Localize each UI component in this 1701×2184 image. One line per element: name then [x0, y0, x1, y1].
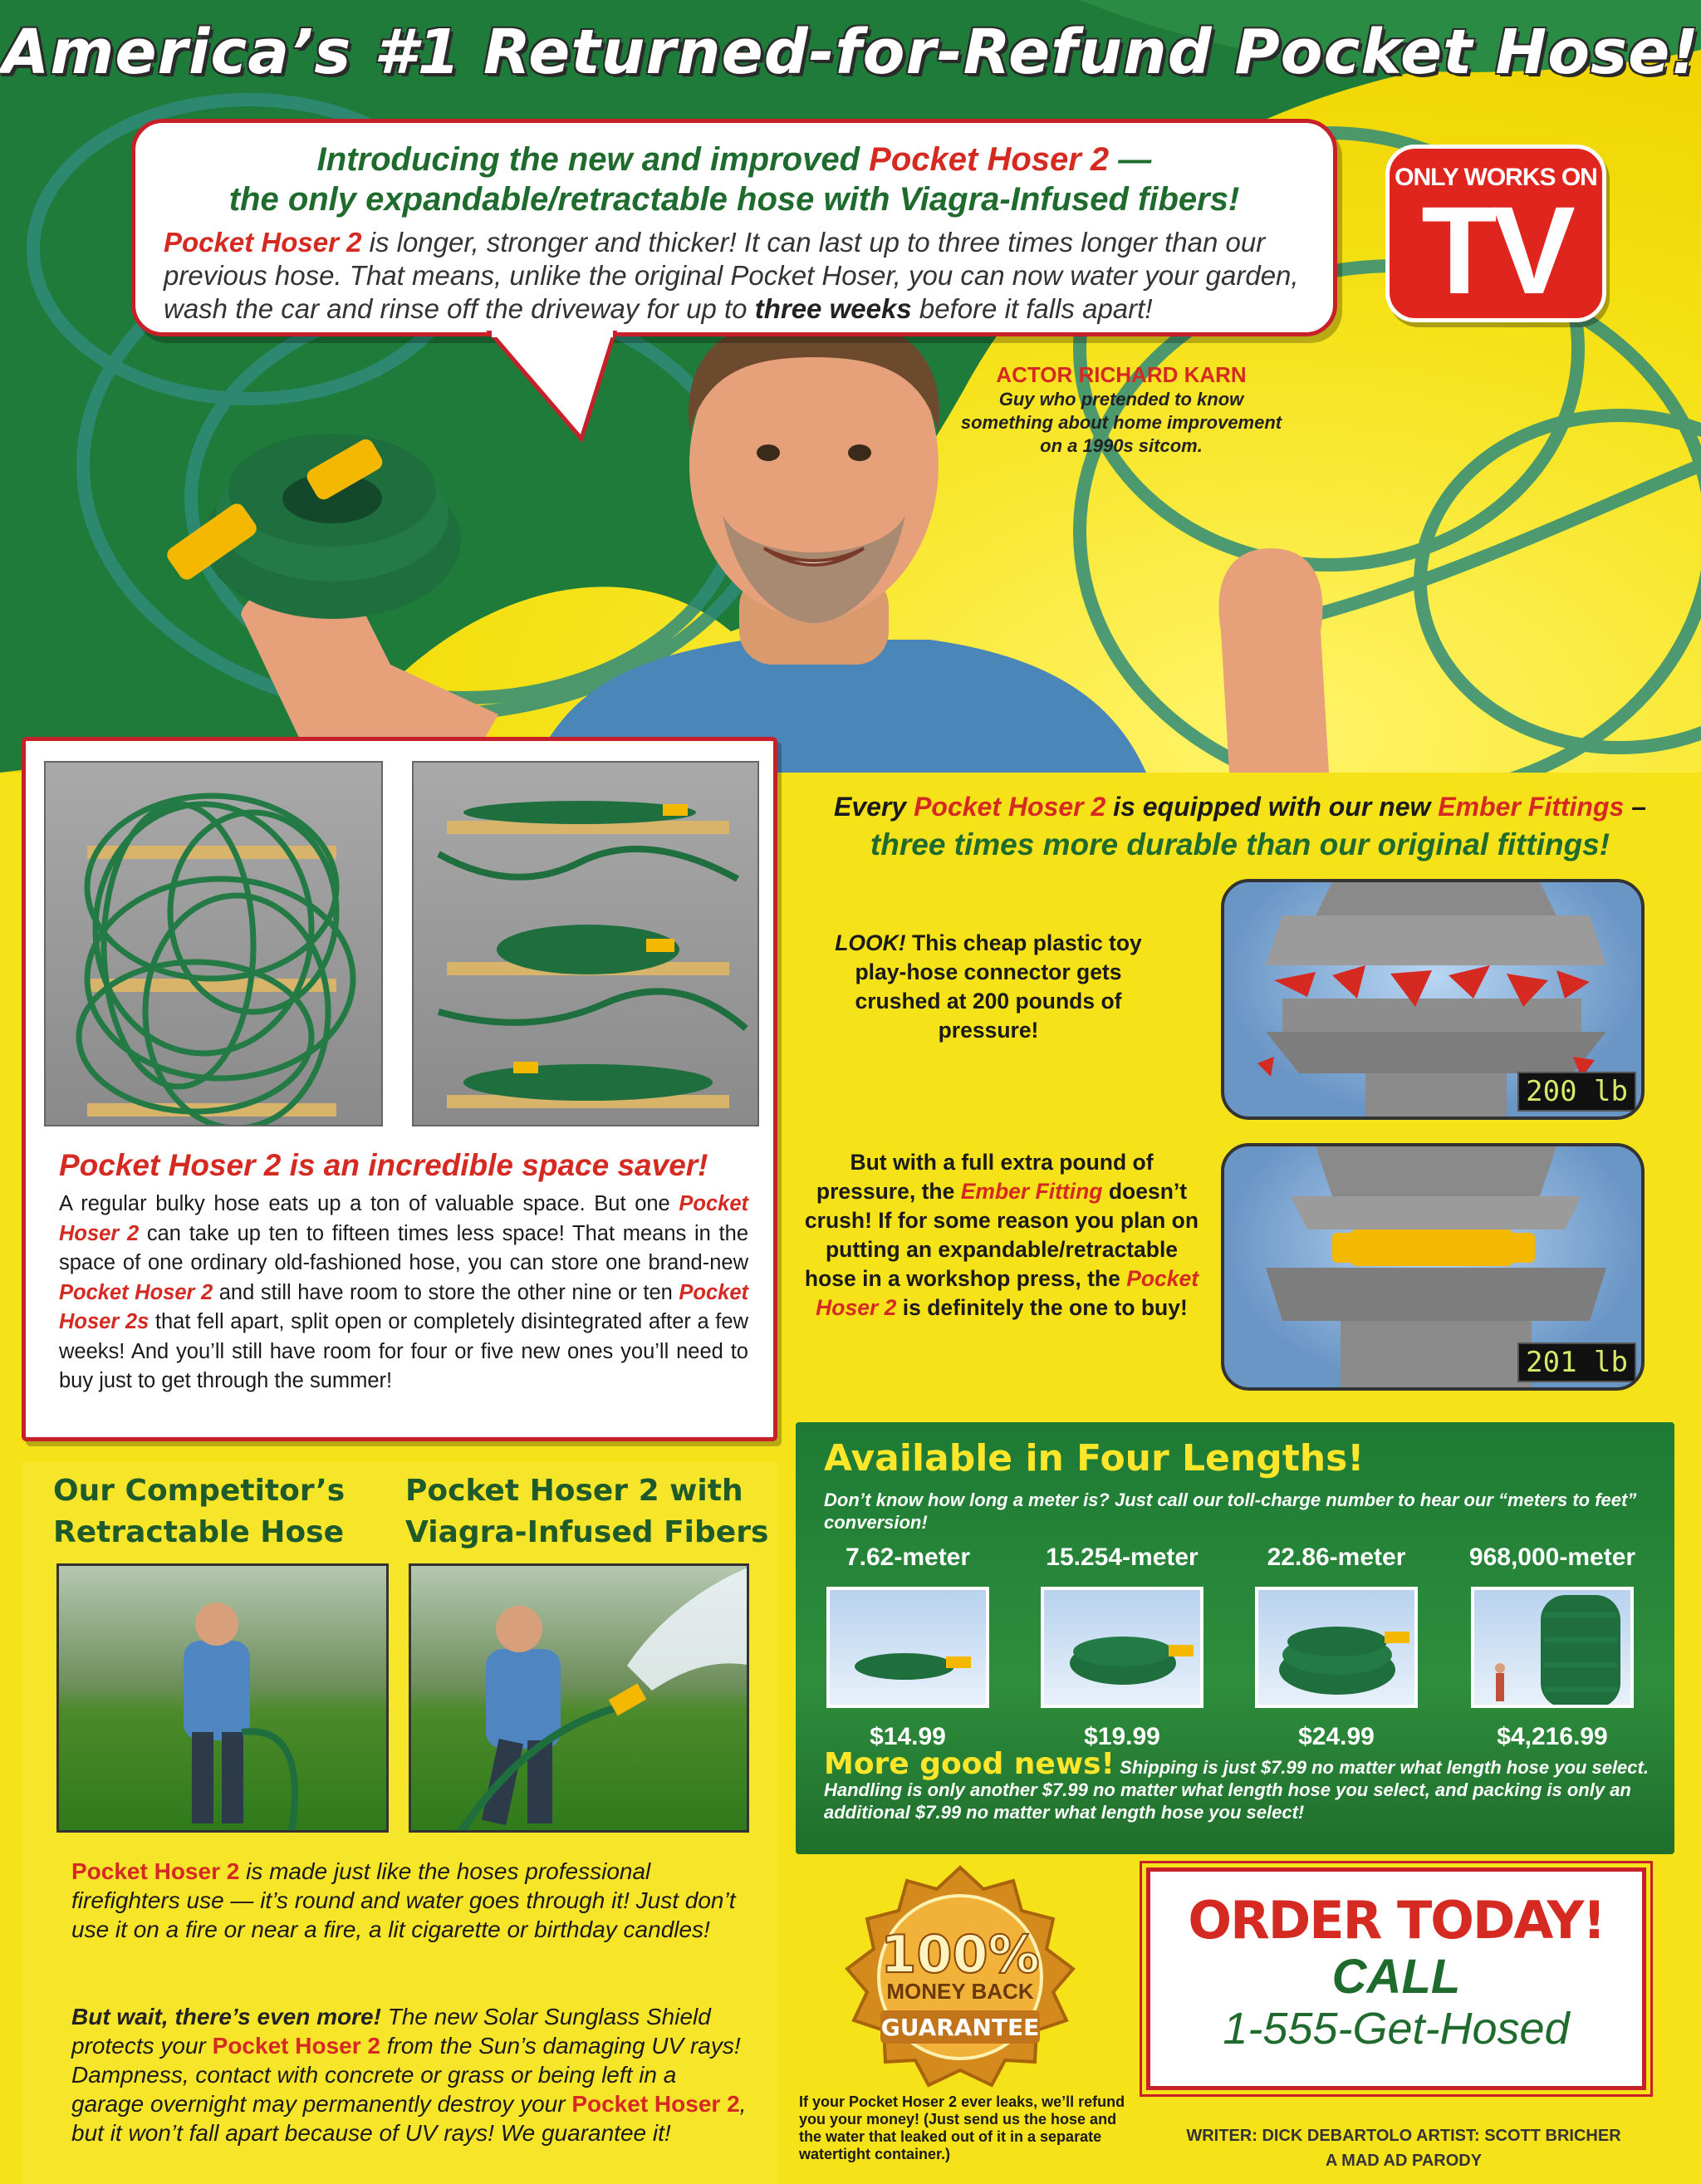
firefighter-body: is made just like the hoses professional firefighters use — it’s round and water goes through it! Just don’t use it on a fire or near a fire, a lit cigarette or birthday candles!	[71, 1858, 736, 1942]
length-option-name: 7.62-meter	[845, 1544, 971, 1571]
fittings-title-mid: is equipped with our new	[1105, 792, 1439, 822]
more-good-news	[824, 1747, 1654, 1823]
ember-product-name: Pocket Hoser 2	[816, 1266, 1199, 1320]
lengths-subtitle: Don’t know how long a meter is? Just call our toll-charge number to hear our “meters to feet” conversion!	[824, 1490, 1637, 1533]
messy-hose-shelf-photo	[44, 761, 383, 1126]
space-product-3: Pocket Hoser 2s	[59, 1280, 748, 1333]
order-today-heading: ORDER TODAY!	[1188, 1890, 1605, 1951]
competitor-heading	[53, 1470, 345, 1553]
firefighter-product: Pocket Hoser 2	[71, 1858, 240, 1884]
actor-name: ACTOR RICHARD KARN	[996, 362, 1247, 387]
lengths-title: Available in Four Lengths!	[824, 1437, 1365, 1480]
pocket-hoser-heading-1: Pocket Hoser 2 with	[405, 1474, 743, 1508]
bubble-body	[164, 226, 1305, 326]
competitor-hose-photo	[56, 1563, 389, 1833]
hero-section	[0, 0, 1701, 773]
order-box[interactable]	[1146, 1867, 1646, 2090]
length-option-name: 22.86-meter	[1267, 1544, 1406, 1571]
hose-size-large-image	[1255, 1587, 1418, 1708]
order-phone-number[interactable]: 1-555-Get-Hosed	[1223, 2004, 1570, 2054]
hose-size-medium-image	[1041, 1587, 1203, 1708]
lengths-box	[796, 1422, 1674, 1854]
bubble-body-end: before it falls apart!	[911, 293, 1153, 324]
ember-text-2: doesn’t crush! If for some reason you plan on putting an expandable/retractable hose in a workshop press, the	[804, 1179, 1199, 1291]
headline: America’s #1 Returned-for-Refund Pocket Hose!	[1, 17, 1700, 88]
guarantee-text: If your Pocket Hoser 2 ever leaks, we’ll refund you your money! (Just send us the hose and the water that leaked out of it in a separate watertight container.)	[799, 2093, 1125, 2162]
tv-badge-big: TV	[1421, 180, 1571, 320]
length-option-price: $4,216.99	[1497, 1723, 1608, 1750]
hose-size-small-image	[826, 1587, 989, 1708]
space-text-3: and still have room to store the other nine or ten	[213, 1280, 679, 1304]
guarantee-percent: 100%	[880, 1924, 1040, 1985]
bubble-body-emphasis: three weeks	[754, 293, 912, 324]
credits-writer-artist: WRITER: DICK DEBARTOLO ARTIST: SCOTT BRICHER	[1186, 2127, 1621, 2145]
space-text-2: can take up ten to fifteen times less space! That means in the space of one ordinary old-fashioned hose, you can store one brand-new	[59, 1221, 748, 1274]
length-option-968000[interactable]	[1449, 1544, 1656, 1751]
space-saver-text	[59, 1190, 748, 1396]
only-works-on-tv-badge	[1385, 145, 1606, 322]
space-saver-title: Pocket Hoser 2 is an incredible space saver!	[59, 1148, 708, 1182]
shield-text-3: , but it won’t fall apart because of UV rays! We guarantee it!	[71, 2091, 747, 2146]
actor-right-hand	[1219, 548, 1330, 773]
wait-more-lead: But wait, there’s even more!	[71, 2004, 381, 2029]
bubble-intro-line2: the only expandable/retractable hose with Viagra-Infused fibers!	[228, 181, 1240, 218]
space-text-4: that fell apart, split open or completely disintegrated after a few weeks! And you’ll still have room for four or five new ones you’ll need to buy just to get through the summer!	[59, 1310, 748, 1392]
fittings-title	[796, 788, 1684, 864]
comparison-section	[22, 1462, 777, 2184]
space-product-1: Pocket Hoser 2	[59, 1192, 748, 1245]
length-option-price: $14.99	[870, 1723, 946, 1750]
pocket-hoser-heading	[405, 1470, 768, 1553]
credits-parody-label: A MAD AD PARODY	[1325, 2152, 1483, 2170]
space-saver-box	[22, 737, 777, 1441]
bubble-dash: —	[1109, 141, 1152, 178]
bubble-body-text: is longer, stronger and thicker! It can last up to three times longer than our previous hose. That means, unlike the original Pocket Hoser, you can now water your garden, wash the car and rinse off the driveway for up to	[164, 227, 1299, 324]
guarantee-word: GUARANTEE	[880, 2014, 1040, 2041]
look-text: This cheap plastic toy play-hose connector gets crushed at 200 pounds of pressure!	[855, 930, 1142, 1043]
ember-text-1: But with a full extra pound of pressure, the	[816, 1150, 1154, 1204]
speech-bubble	[131, 119, 1337, 336]
shield-text-1: The new Solar Sunglass Shield protects your	[71, 2004, 711, 2059]
look-label: LOOK!	[835, 930, 906, 955]
firefighter-text	[71, 1857, 752, 1944]
space-text-1: A regular bulky hose eats up a ton of valuable space. But one	[59, 1192, 679, 1215]
length-option-name: 15.254-meter	[1046, 1544, 1199, 1571]
bubble-body-product: Pocket Hoser 2	[164, 227, 362, 258]
bubble-product-name: Pocket Hoser 2	[869, 141, 1110, 178]
competitor-heading-2: Retractable Hose	[53, 1515, 344, 1549]
order-call-label: CALL	[1331, 1950, 1461, 2004]
fittings-title-product: Pocket Hoser 2	[914, 792, 1106, 822]
length-option-7-62[interactable]	[804, 1544, 1012, 1751]
press-crushed-photo	[1221, 879, 1645, 1120]
cheap-connector-text	[831, 929, 1146, 1045]
pressure-readout-200: 200 lb	[1517, 1072, 1636, 1112]
hose-size-giant-image	[1471, 1587, 1634, 1708]
shield-product-2: Pocket Hoser 2	[571, 2091, 740, 2117]
pressure-readout-201: 201 lb	[1517, 1342, 1636, 1382]
hero-background	[0, 0, 1701, 773]
credits	[1138, 2123, 1669, 2173]
length-option-price: $24.99	[1298, 1723, 1375, 1750]
speech-bubble-tail	[482, 331, 623, 447]
press-intact-photo	[1221, 1143, 1645, 1391]
compact-hose-shelf-photo	[412, 761, 759, 1126]
fittings-title-line2: three times more durable than our original fittings!	[870, 827, 1610, 861]
ember-fitting-name: Ember Fitting	[960, 1179, 1103, 1204]
length-option-name: 968,000-meter	[1468, 1544, 1636, 1571]
guarantee-money-back: MONEY BACK	[886, 1979, 1034, 2004]
fittings-title-ember: Ember Fittings	[1438, 792, 1625, 822]
pocket-hoser-heading-2: Viagra-Infused Fibers	[405, 1515, 769, 1549]
length-option-22-86[interactable]	[1233, 1544, 1440, 1751]
shield-text-2: from the Sun’s damaging UV rays! Dampness, contact with concrete or grass or being left in a garage overnight may permanently destroy your	[71, 2033, 741, 2117]
pocket-hoser-photo	[409, 1563, 749, 1833]
ember-text-3: is definitely the one to buy!	[896, 1295, 1188, 1320]
length-option-15-254[interactable]	[1018, 1544, 1226, 1751]
sunglass-shield-text	[71, 2002, 752, 2147]
shield-product-1: Pocket Hoser 2	[212, 2033, 380, 2059]
bubble-intro-text: Introducing the new and improved	[316, 141, 860, 178]
actor-caption	[959, 362, 1283, 458]
money-back-guarantee-seal	[836, 1864, 1085, 2088]
more-good-news-text: Shipping is just $7.99 no matter what length hose you select. Handling is only another $7.99 no matter what length hose you select, and packing is only an additional $7.99 no matter what length hose you select!	[824, 1757, 1649, 1823]
tv-badge-top: ONLY WORKS ON	[1395, 164, 1597, 191]
space-product-2: Pocket Hoser 2	[59, 1280, 213, 1304]
competitor-heading-1: Our Competitor’s	[53, 1474, 346, 1508]
more-good-news-title: More good news!	[824, 1747, 1115, 1781]
bubble-heading	[164, 140, 1305, 219]
fittings-title-text: Every	[833, 792, 914, 822]
fittings-title-dash: –	[1624, 792, 1646, 822]
ember-fitting-text	[802, 1148, 1201, 1323]
length-option-price: $19.99	[1084, 1723, 1160, 1750]
actor-description: Guy who pretended to know something about home improvement on a 1990s sitcom.	[960, 389, 1282, 456]
